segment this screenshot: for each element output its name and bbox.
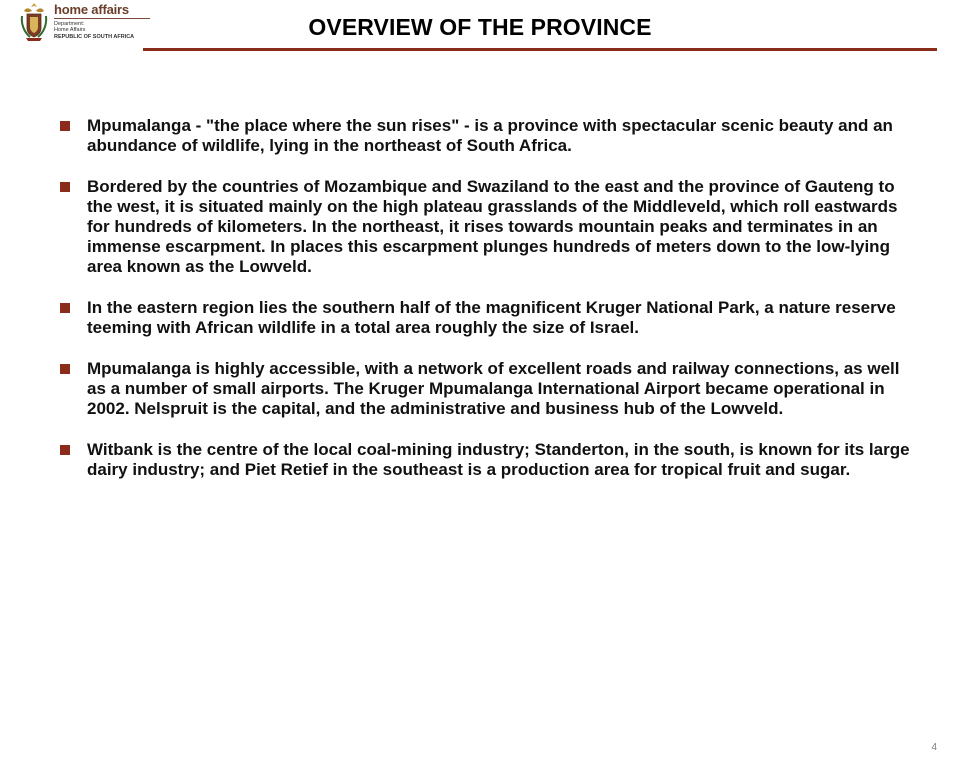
logo-line-home-affairs: Home Affairs bbox=[54, 27, 86, 34]
logo-line-department: Department: bbox=[54, 21, 85, 27]
page-number: 4 bbox=[931, 742, 937, 753]
bullet-item bbox=[60, 298, 910, 338]
square-bullet-icon bbox=[60, 445, 70, 455]
bullet-item bbox=[60, 116, 910, 156]
square-bullet-icon bbox=[60, 182, 70, 192]
bullet-list bbox=[60, 116, 910, 501]
bullet-text: Mpumalanga - "the place where the sun rises" - is a province with spectacular scenic beauty and an abundance of wildlife, lying in the northeast of South Africa. bbox=[87, 116, 893, 155]
bullet-text: In the eastern region lies the southern half of the magnificent Kruger National Park, a nature reserve teeming with African wildlife in a total area roughly the size of Israel. bbox=[87, 298, 896, 337]
logo-line-republic: REPUBLIC OF SOUTH AFRICA bbox=[54, 33, 135, 40]
bullet-item bbox=[60, 359, 910, 419]
square-bullet-icon bbox=[60, 364, 70, 374]
bullet-item bbox=[60, 177, 910, 277]
title-divider bbox=[143, 48, 937, 51]
square-bullet-icon bbox=[60, 121, 70, 131]
bullet-item bbox=[60, 440, 910, 480]
square-bullet-icon bbox=[60, 303, 70, 313]
logo-brand: home affairs bbox=[54, 2, 129, 17]
bullet-text: Bordered by the countries of Mozambique and Swaziland to the east and the province of Gauteng to the west, it is situated mainly on the high plateau grasslands of the Middleveld, which roll eastwards for hundreds of kilometers. In the northeast, it rises towards mountain peaks and terminates in an immense escarpment. In places this escarpment plunges hundreds of meters down to the low-lying area known as the Lowveld. bbox=[87, 177, 898, 276]
bullet-text: Witbank is the centre of the local coal-mining industry; Standerton, in the south, is known for its large dairy industry; and Piet Retief in the southeast is a production area for tropical fruit and sugar. bbox=[87, 440, 910, 479]
page-title: OVERVIEW OF THE PROVINCE bbox=[308, 14, 652, 40]
bullet-text: Mpumalanga is highly accessible, with a network of excellent roads and railway connections, as well as a number of small airports. The Kruger Mpumalanga International Airport became operational in 2002. Nelspruit is the capital, and the administrative and business hub of the Lowveld. bbox=[87, 359, 900, 418]
